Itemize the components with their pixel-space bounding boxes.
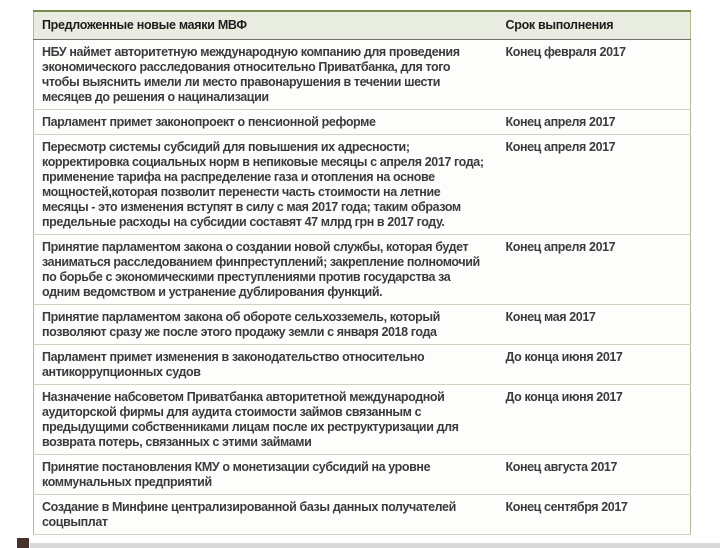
milestone-cell: Парламент примет законопроект о пенсионной реформе [34,110,498,135]
deadline-cell: Конец августа 2017 [498,455,691,495]
deadline-cell: Конец апреля 2017 [498,110,691,135]
deadline-cell: До конца июня 2017 [498,345,691,385]
corner-mark [17,538,29,548]
table-row [34,235,691,305]
deadline-cell: Конец апреля 2017 [498,135,691,235]
table-header-row [34,11,691,40]
milestone-cell: Принятие постановления КМУ о монетизации субсидий на уровне коммунальных предприятий [34,455,498,495]
milestone-cell: Принятие парламентом закона об обороте сельхозземель, который позволяют сразу же после этого продажу земли с января 2018 года [34,305,498,345]
milestone-cell: Парламент примет изменения в законодательство относительно антикоррупционных судов [34,345,498,385]
deadline-cell: До конца июня 2017 [498,385,691,455]
table-row [34,495,691,535]
milestone-cell: Назначение набсоветом Приватбанка авторитетной международной аудиторской фирмы для аудита стоимости займов связанным с предыдущими собственниками лицам после их реструктуризации для возврата потерь, связанных с этими займами [34,385,498,455]
page-bottom-edge [30,543,720,548]
column-header-deadline: Срок выполнения [498,11,691,40]
imf-milestones-table [33,10,691,535]
table-row [34,385,691,455]
table-row [34,305,691,345]
table-row [34,40,691,110]
table-row [34,345,691,385]
milestone-cell: Принятие парламентом закона о создании новой службы, которая будет заниматься расследованием финпреступлений; закрепление полномочий по борьбе с экономическими преступлениями против государства за одним ведомством и устранение дублирования функций. [34,235,498,305]
table-row [34,135,691,235]
deadline-cell: Конец мая 2017 [498,305,691,345]
table-row [34,455,691,495]
milestone-cell: Пересмотр системы субсидий для повышения их адресности; корректировка социальных норм в непиковые месяцы с апреля 2017 года; применение тарифа на распределение газа и отопления на основе мощностей,которая позволит перенести часть стоимости на летние месяцы - это изменения вступят в силу с мая 2017 года; таким образом предельные расходы на субсидии составят 47 млрд грн в 2017 году. [34,135,498,235]
deadline-cell: Конец февраля 2017 [498,40,691,110]
column-header-milestones: Предложенные новые маяки МВФ [34,11,498,40]
table-row [34,110,691,135]
milestone-cell: НБУ наймет авторитетную международную компанию для проведения экономического расследования относительно Приватбанка, для того чтобы выяснить имели ли место правонарушения в течении шести месяцев до решения о нацинализации [34,40,498,110]
deadline-cell: Конец сентября 2017 [498,495,691,535]
milestone-cell: Создание в Минфине централизированной базы данных получателей соцвыплат [34,495,498,535]
deadline-cell: Конец апреля 2017 [498,235,691,305]
